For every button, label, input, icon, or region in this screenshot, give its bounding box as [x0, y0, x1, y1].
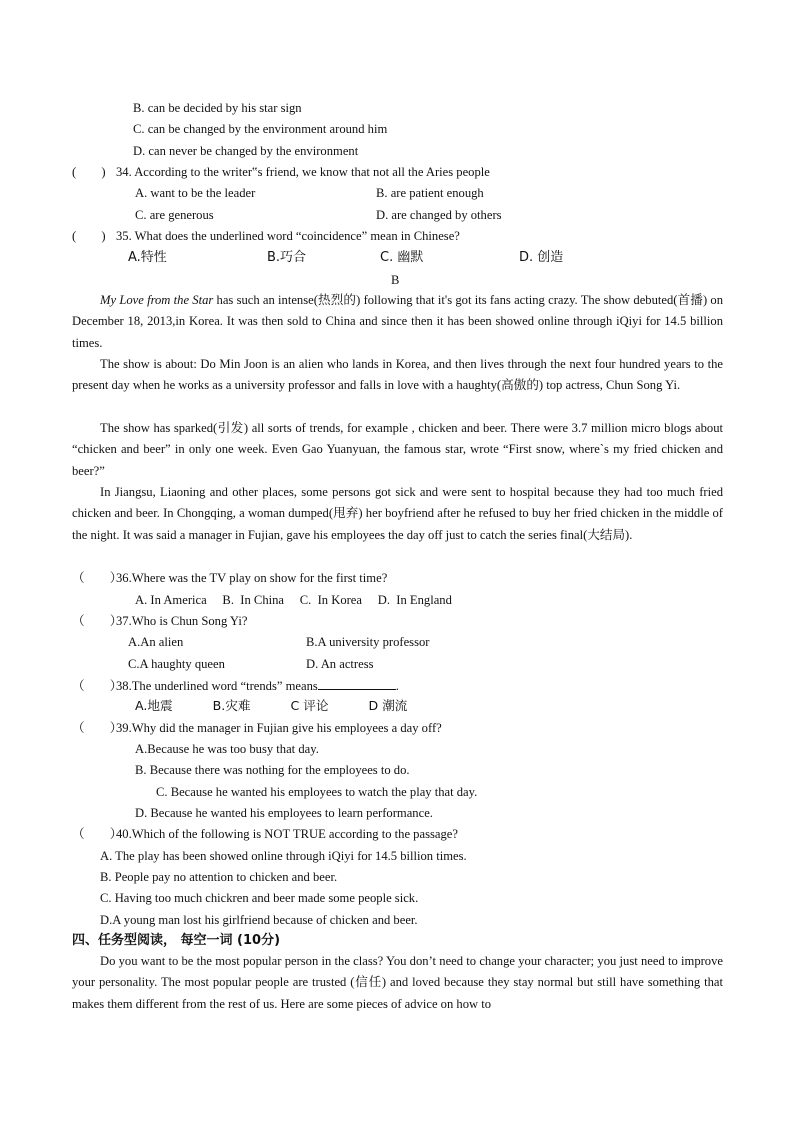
question-stem: 39.Why did the manager in Fujian give his employees a day off? [116, 721, 442, 735]
passage-paragraph-3: The show has sparked(引发) all sorts of trends, for example , chicken and beer. There were 3.7 million micro blogs about “chicken and beer” in only one week. Even Gao Yuanyuan, the famous star, wrote “First snow, where`s my fried chicken and beer?” [72, 421, 723, 478]
question-stem: 37.Who is Chun Song Yi? [116, 614, 248, 628]
stem-end: . [395, 679, 399, 693]
q40-option-a: A. The play has been showed online through iQiyi for 14.5 billion times. [100, 849, 467, 863]
q33-option-c: C. can be changed by the environment around him [133, 122, 388, 136]
question-stem: 34. According to the writer‟s friend, we know that not all the Aries people [116, 165, 490, 179]
question-stem: 38.The underlined word “trends” means [116, 679, 318, 693]
question-39 [72, 720, 442, 736]
passage-paragraph-4: In Jiangsu, Liaoning and other places, some persons got sick and were sent to hospital because they had too much fried chicken and beer. In Chongqing, a woman dumped(甩弃) her boyfriend after he refused to buy her fried chicken in the middle of the night. It was said a manager in Fujian, gave his employees the day off just to catch the series final(大结局). [72, 485, 723, 542]
q40-option-b: B. People pay no attention to chicken and beer. [100, 870, 338, 884]
answer-paren: （ ） [72, 827, 123, 841]
q37-option-a: A.An alien [128, 635, 184, 649]
q36-options: A. In America B. In China C. In Korea D. In England [135, 593, 452, 607]
q37-option-c: C.A haughty queen [128, 657, 225, 671]
show-title: My Love from the Star [100, 293, 214, 307]
q39-option-d: D. Because he wanted his employees to learn performance. [135, 806, 433, 820]
answer-blank [318, 677, 396, 690]
section-4-title: 四、任务型阅读， 每空一词 (10分) [72, 933, 281, 948]
q33-option-b: B. can be decided by his star sign [133, 101, 302, 115]
q35-option-c: C. 幽默 [380, 250, 424, 265]
answer-paren: ( ) [72, 229, 106, 243]
answer-paren: （ ） [72, 721, 123, 735]
q34-option-a: A. want to be the leader [135, 186, 256, 200]
q40-option-c: C. Having too much chickren and beer made some people sick. [100, 891, 419, 905]
q34-option-d: D. are changed by others [376, 208, 502, 222]
passage-paragraph-1 [72, 290, 723, 354]
section-4-paragraph: Do you want to be the most popular person in the class? You don’t need to change your character; you just need to improve your personality. The most popular people are trusted (信任) and loved because they stay normal but still have something that makes them different from the rest of us. Here are some pieces of advice on how to [72, 954, 723, 1011]
question-40 [72, 826, 458, 842]
q39-option-a: A.Because he was too busy that day. [135, 742, 319, 756]
q34-option-b: B. are patient enough [376, 186, 484, 200]
q38-options: A.地震 B.灾难 C 评论 D 潮流 [135, 698, 408, 713]
q37-option-d: D. An actress [306, 657, 374, 671]
question-stem: 35. What does the underlined word “coincidence” mean in Chinese? [116, 229, 460, 243]
paragraph-text: has such an intense(热烈的) following that it's got its fans acting crazy. The show debuted(首播) on December 18, 2013,in Korea. It was then sold to China and since then it has been showed online through iQiyi for 14.5 billion times. [72, 293, 724, 350]
question-37 [72, 613, 247, 629]
q40-option-d: D.A young man lost his girlfriend because of chicken and beer. [100, 913, 418, 927]
answer-paren: （ ） [72, 614, 123, 628]
answer-paren: （ ） [72, 679, 123, 693]
answer-paren: ( ) [72, 165, 106, 179]
q35-option-a: A.特性 [128, 250, 167, 265]
passage-paragraph-2: The show is about: Do Min Joon is an alien who lands in Korea, and then lives through the next four hundred years to the present day when he works as a university professor and falls in love with a haughty(高傲的) top actress, Chun Song Yi. [72, 357, 723, 393]
q39-option-c: C. Because he wanted his employees to watch the play that day. [156, 785, 478, 799]
q37-option-b: B.A university professor [306, 635, 430, 649]
question-36 [72, 570, 387, 586]
q35-option-d: D. 创造 [519, 250, 564, 265]
question-35 [72, 228, 460, 244]
question-38 [72, 677, 399, 694]
answer-paren: （ ） [72, 571, 123, 585]
question-34 [72, 164, 490, 180]
question-stem: 36.Where was the TV play on show for the first time? [116, 571, 388, 585]
q35-option-b: B.巧合 [267, 250, 307, 265]
question-stem: 40.Which of the following is NOT TRUE according to the passage? [116, 827, 458, 841]
q34-option-c: C. are generous [135, 208, 214, 222]
q33-option-d: D. can never be changed by the environment [133, 144, 359, 158]
q39-option-b: B. Because there was nothing for the employees to do. [135, 763, 410, 777]
section-b-label: B [391, 273, 400, 287]
